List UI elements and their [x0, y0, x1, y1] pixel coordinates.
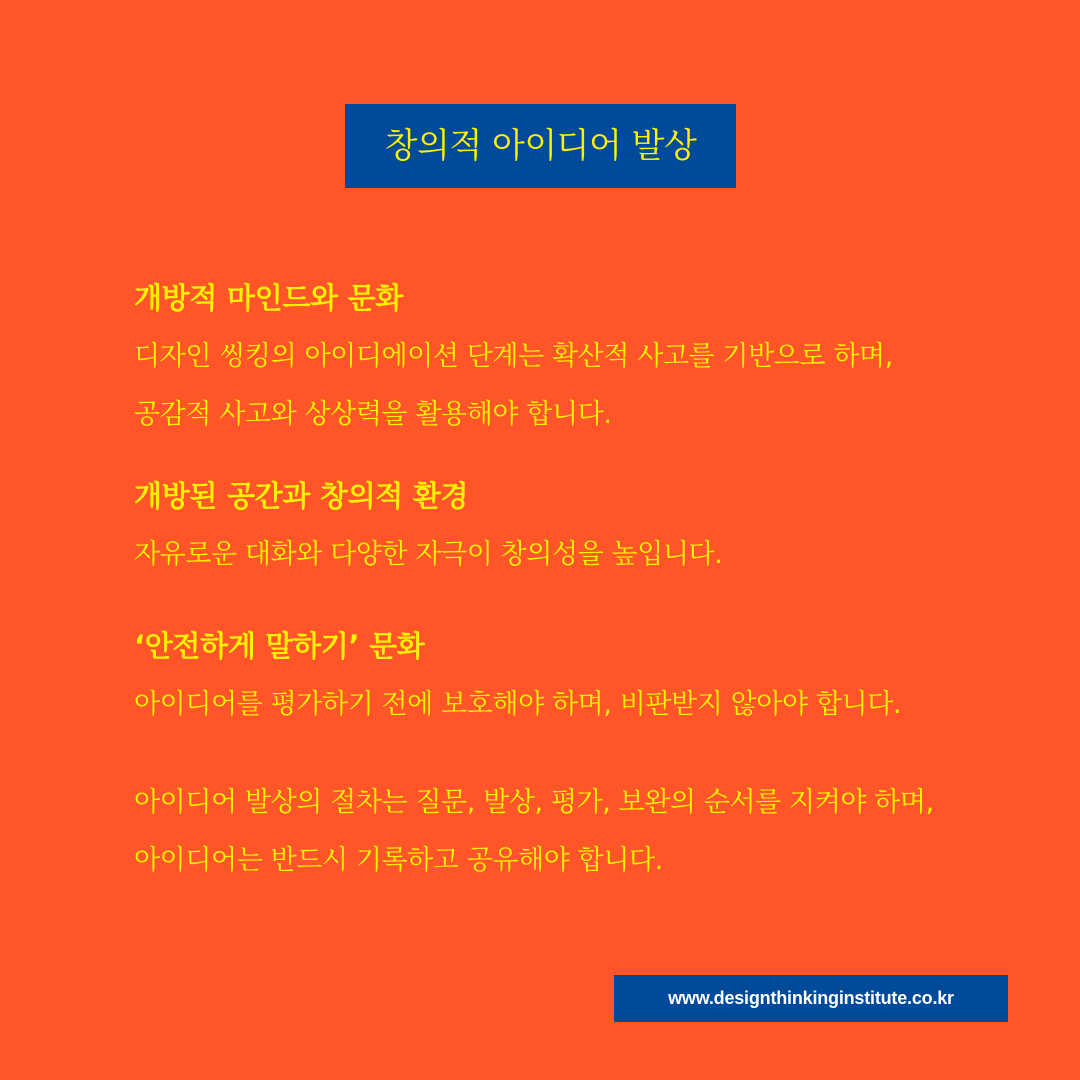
section-text-line: 아이디어는 반드시 기록하고 공유해야 합니다. [134, 845, 663, 876]
section-heading: ‘안전하게 말하기’ 문화 [134, 629, 425, 663]
section-heading: 개방된 공간과 창의적 환경 [134, 479, 469, 513]
section-text-line: 아이디어를 평가하기 전에 보호해야 하며, 비판받지 않아야 합니다. [134, 689, 902, 720]
website-url[interactable]: www.designthinkinginstitute.co.kr [668, 988, 954, 1008]
section-open-space [134, 466, 722, 584]
section-text-line: 디자인 씽킹의 아이디에이션 단계는 확산적 사고를 기반으로 하며, [134, 341, 893, 372]
section-process-summary [134, 774, 934, 890]
section-text-line: 아이디어 발상의 절차는 질문, 발상, 평가, 보완의 순서를 지켜야 하며, [134, 787, 934, 818]
section-text-line: 자유로운 대화와 다양한 자극이 창의성을 높입니다. [134, 539, 723, 570]
section-safe-speaking [134, 616, 901, 734]
section-heading: 개방적 마인드와 문화 [134, 281, 404, 315]
page-title: 창의적 아이디어 발상 [384, 126, 697, 166]
title-banner [345, 104, 736, 188]
section-open-mind [134, 268, 893, 444]
website-link-box[interactable] [614, 975, 1008, 1022]
section-text-line: 공감적 사고와 상상력을 활용해야 합니다. [134, 399, 612, 430]
